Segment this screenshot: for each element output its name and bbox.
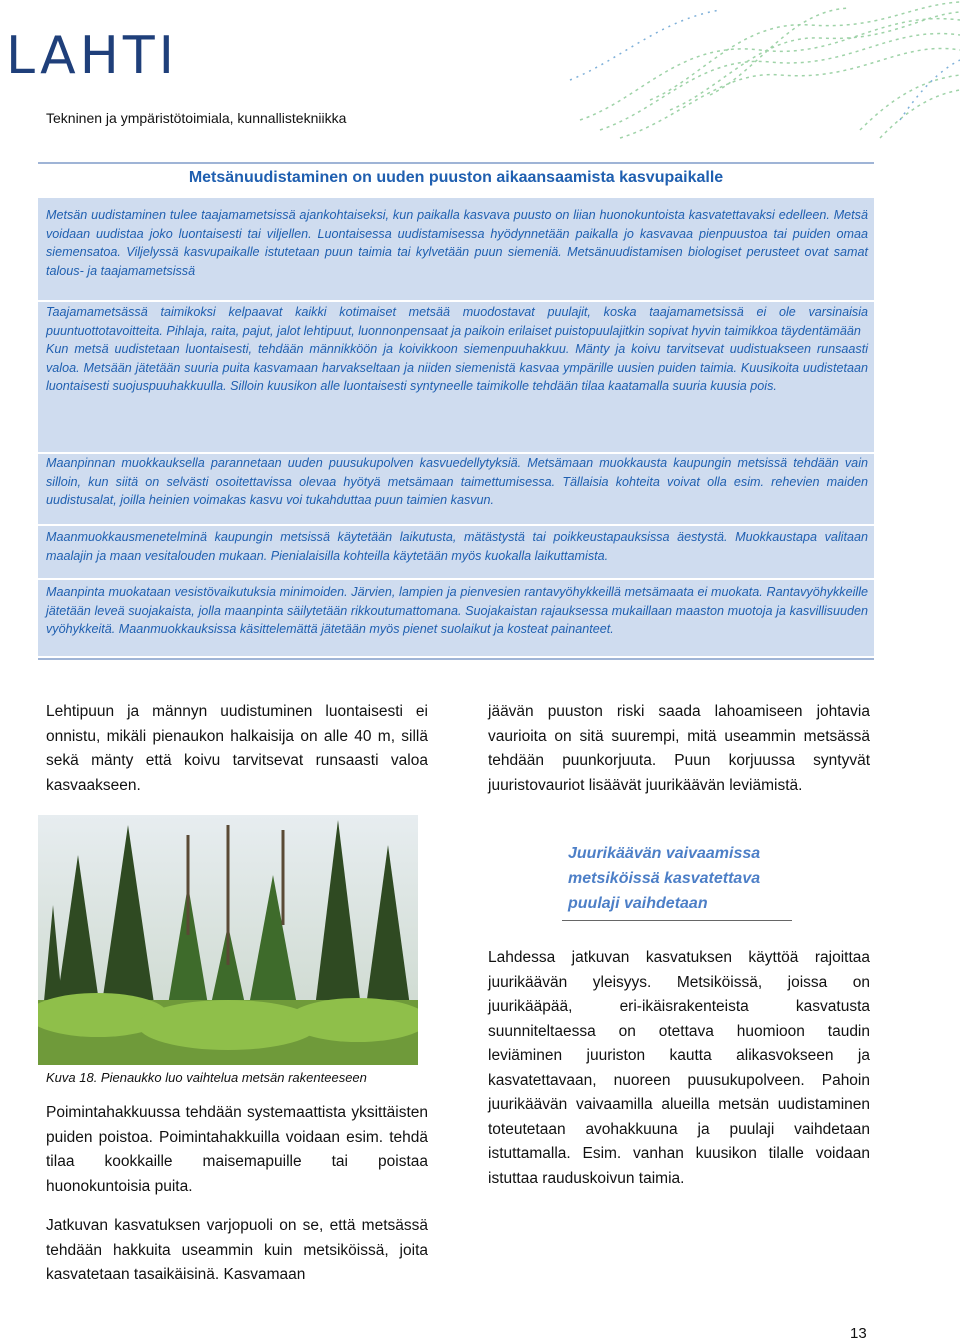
box-paragraph: Taajamametsässä taimikoksi kelpaavat kaikki kotimaiset metsää muodostavat puulajit, koska taajamametsissä ei ole varsinaisia puuntuottotavoitteita. Pihlaja, raita, pajut, jalot lehtipuut, luonnonpensaat ja paikoin erilaiset puistopuulajitkin sopivat hyvin taimikkoa täydentämään Kun metsä uudistetaan luontaisesti, tehdään männikköön ja koivikkoon siemenpuuhakkuu. Mänty ja koivu tarvitsevat uudistuakseen runsaasti valoa. Metsään jätetään suuria puita kasvamaan harvakseltaan ja niiden siemenistä kasvaa ympärille uusien puiden taimia. Kuusikoita uudistetaan luontaisesti suojuspuuhakkuulla. Silloin kuusikon alle luontaisesti syntyneelle taimikolle tehdään tilaa kaatamalla suuria kuusia pois. [46,305,868,393]
pull-quote-line: Juurikäävän vaivaamissa [568,845,761,862]
box-paragraph: Maanpinnan muokkauksella parannetaan uuden puusukupolven kasvuedellytyksiä. Metsämaan muokkausta kaupungin metsissä tehdään vain silloin, kun siitä on selvästi osoitettavissa olevaa hyötyä metsämaan taimettumisessa. Tällaisia kohteita voivat olla esim. rehevien maiden uudistusalat, joilla heinien voimakas kasvu voi tukahduttaa puun taimien kasvun. [46,456,868,507]
pull-quote-rule [562,920,792,921]
pull-quote-line: puulaji vaihdetaan [568,895,708,912]
box-bottom-rule [38,658,874,660]
body-paragraph: jäävän puuston riski saada lahoamiseen johtavia vaurioita on sitä suurempi, mitä useammin metsässä tehdään puunkorjuuta. Puun korjuussa syntyvät juuristovauriot lisäävät juurikäävän leviämistä. [488,703,870,794]
department-label: Tekninen ja ympäristötoimiala, kunnallistekniikka [46,110,347,126]
body-paragraph: Lehtipuun ja männyn uudistuminen luontaisesti ei onnistu, mikäli pienaukon halkaisija on alle 40 m, sillä sekä mänty että koivu tarvitsevat runsaasti valoa kasvaakseen. [46,703,428,794]
body-paragraph: Jatkuvan kasvatuksen varjopuoli on se, että metsässä tehdään hakkuita useammin kuin metsiköissä, joita kasvatetaan tasaikäisinä. Kasvamaan [46,1217,428,1283]
page-number: 13 [850,1325,867,1342]
box-paragraph: Maanpinta muokataan vesistövaikutuksia minimoiden. Järvien, lampien ja pienvesien rantavyöhykkeillä metsämaata ei muokata. Rantavyöhykkeille jätetään leveä suojakaista, jolla maanpinta säilytetään rikkoutumattomana. Suojakaistan rajauksessa mukaillaan maaston muotoja ja kasvillisuuden vyöhykkeitä. Maanmuokkauksissa käsittelemättä jätetään myös pienet suolaikut ja kosteat painanteet. [46,585,868,636]
box-paragraph: Metsän uudistaminen tulee taajamametsissä ajankohtaiseksi, kun paikalla kasvava puusto on liian huonokuntoista kasvatettavaksi edelleen. Metsä voidaan uudistaa joko luontaisesti tai viljellen. Luontaisessa uudistamisessa hyödynnetään paikalla jo kasvavaa pienpuustoa tai puiden omaa siemensatoa. Viljelyssä kasvupaikalle istutetaan puun taimia tai kylvetään puun siemeniä. Metsänuudistamisen biologiset perusteet ovat samat talous- ja taajamametsissä [46,208,868,278]
photo-caption: Kuva 18. Pienaukko luo vaihtelua metsän rakenteeseen [46,1070,367,1085]
forest-photo [38,815,418,1065]
box-paragraph: Maanmuokkausmenetelminä kaupungin metsissä käytetään laikutusta, mätästystä tai poikkeustapauksissa äestystä. Muokkaustapa valitaan maalajin ja maan vesitalouden mukaan. Pienialaisilla kohteilla käytetään myös kuokalla laikuttamista. [46,530,868,563]
decorative-wave-pattern [560,0,960,140]
pull-quote [568,841,760,916]
info-box [38,162,874,660]
body-paragraph: Poimintahakkuussa tehdään systemaattista yksittäisten puiden poistoa. Poimintahakkuilla voidaan esim. tehdä tilaa kookkaille maisemapuille tai poistaa huonokuntoisia puita. [46,1104,428,1195]
lahti-logo: LAHTI [6,26,178,86]
pull-quote-line: metsiköissä kasvatettava [568,870,761,887]
box-top-rule [38,162,874,164]
box-title: Metsänuudistaminen on uuden puuston aikaansaamista kasvupaikalle [188,169,724,186]
body-paragraph: Lahdessa jatkuvan kasvatuksen käyttöä rajoittaa juurikäävän yleisyys. Metsiköissä, joissa on juurikääpää, eri-ikäisrakenteista kasvatusta suunniteltaessa on otettava huomioon taudin leviäminen juuriston kautta alikasvokseen ja kasvatettavaan, nuoreen puusukupolveen. Pahoin juurikäävän vaivaamilla alueilla metsän uudistaminen toteutetaan avohakkuuna ja puulaji vaihdetaan istuttamalla. Esim. vanhan kuusikon tilalle voidaan istuttaa rauduskoivun taimia. [488,949,870,1187]
